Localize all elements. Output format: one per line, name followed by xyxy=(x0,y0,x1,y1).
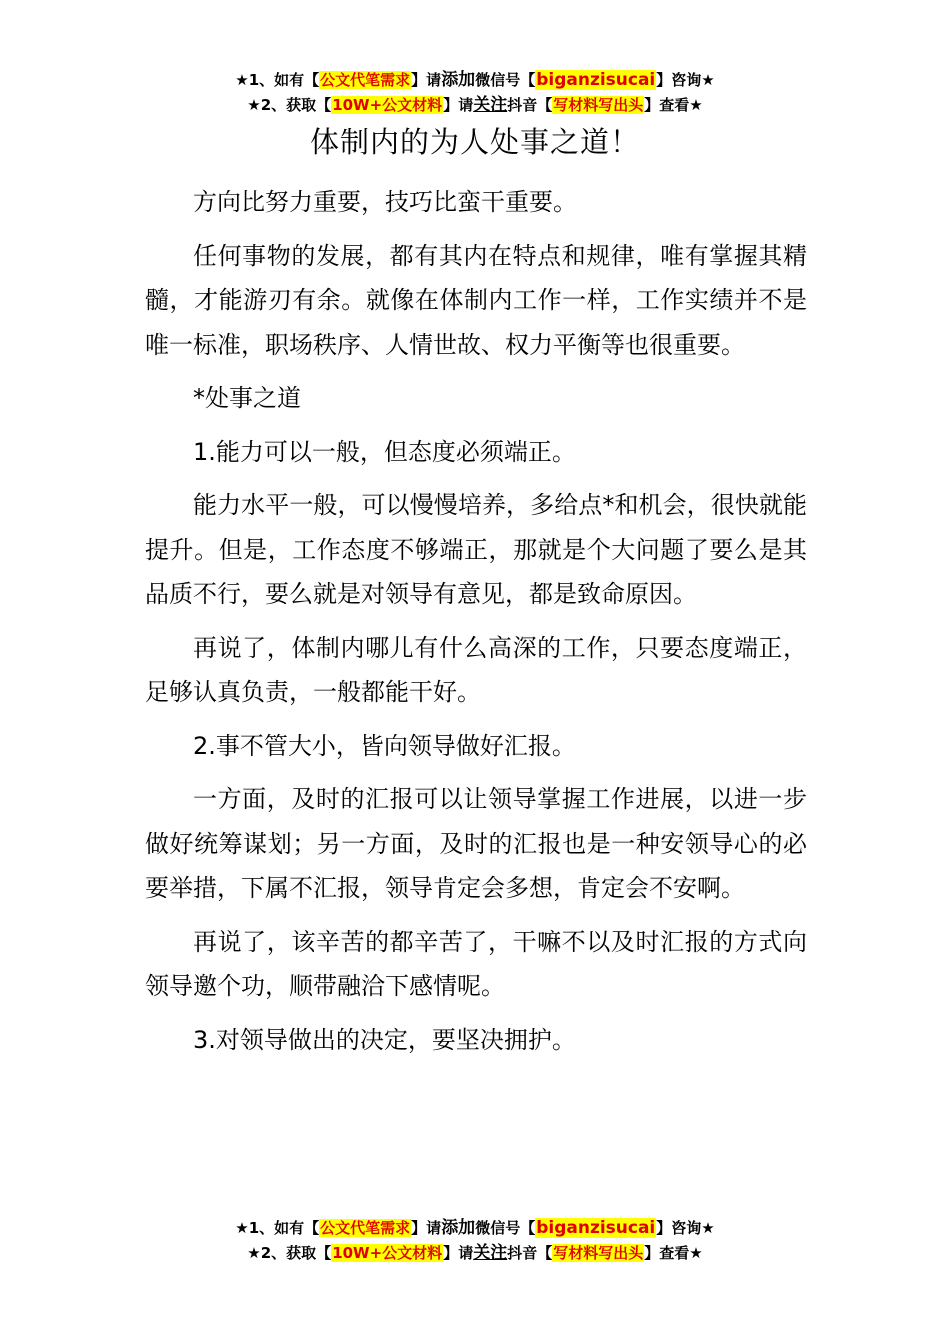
document-title: 体制内的为人处事之道！ xyxy=(309,125,640,159)
banner-line-2: ★2、获取【10W+公文材料】请关注抖音【写材料写出头】查看★ xyxy=(247,1243,703,1263)
highlight-service: 公文代笔需求 xyxy=(320,71,411,89)
paragraph: 一方面，及时的汇报可以让领导掌握工作进展，以进一步做好统筹谋划；另一方面，及时的汇报也是一种安领导心的必要举措，下属不汇报，领导肯定会多想，肯定会不安啊。 xyxy=(145,785,807,902)
point-heading: 3.对领导做出的决定，要坚决拥护。 xyxy=(193,1025,576,1054)
highlight-wechat-id: biganzisucai xyxy=(536,1218,656,1238)
highlight-materials: 10W+公文材料 xyxy=(332,96,443,114)
paragraph: 任何事物的发展，都有其内在特点和规律，唯有掌握其精髓，才能游刃有余。就像在体制内工作一样，工作实绩并不是唯一标准，职场秩序、人情世故、权力平衡等也很重要。 xyxy=(145,241,807,359)
highlight-douyin: 写材料写出头 xyxy=(553,96,644,114)
paragraph: 能力水平一般，可以慢慢培养，多给点*和机会，很快就能提升。但是，工作态度不够端正，那就是个大问题了要么是其品质不行，要么就是对领导有意见，都是致命原因。 xyxy=(145,491,807,608)
banner-line-2: ★2、获取【10W+公文材料】请关注抖音【写材料写出头】查看★ xyxy=(247,95,703,115)
point-heading: 1.能力可以一般，但态度必须端正。 xyxy=(193,437,576,466)
highlight-materials: 10W+公文材料 xyxy=(332,1244,443,1262)
paragraph: 再说了，该辛苦的都辛苦了，干嘛不以及时汇报的方式向领导邀个功，顺带融洽下感情呢。 xyxy=(145,927,807,1000)
banner-line-1: ★1、如有【公文代笔需求】请添加微信号【biganzisucai】咨询★ xyxy=(235,70,715,90)
highlight-wechat-id: biganzisucai xyxy=(536,70,656,90)
banner-line-1: ★1、如有【公文代笔需求】请添加微信号【biganzisucai】咨询★ xyxy=(235,1218,715,1238)
highlight-douyin: 写材料写出头 xyxy=(553,1244,644,1262)
section-heading: *处事之道 xyxy=(193,384,301,412)
document-body xyxy=(145,180,807,1071)
paragraph: 再说了，体制内哪儿有什么高深的工作，只要态度端正，足够认真负责，一般都能干好。 xyxy=(145,633,807,706)
header-banner xyxy=(0,68,950,118)
paragraph: 方向比努力重要，技巧比蛮干重要。 xyxy=(193,188,577,216)
point-heading: 2.事不管大小，皆向领导做好汇报。 xyxy=(193,731,576,760)
highlight-service: 公文代笔需求 xyxy=(320,1219,411,1237)
footer-banner xyxy=(0,1216,950,1266)
